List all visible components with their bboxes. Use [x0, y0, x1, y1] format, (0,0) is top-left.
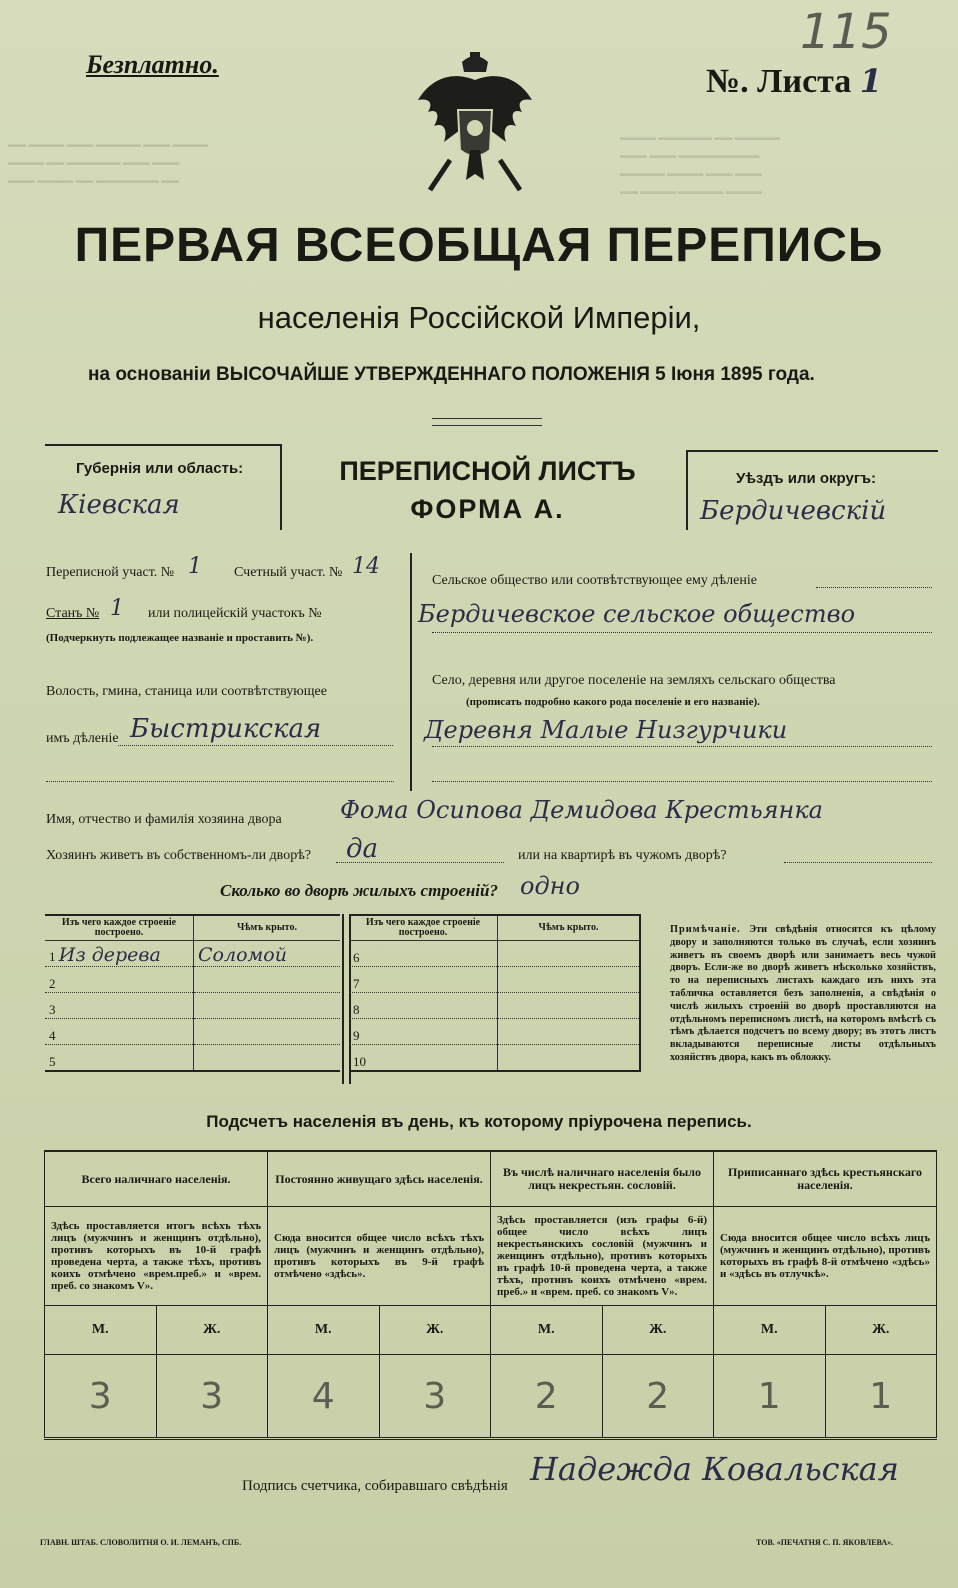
stan-label: Станъ № [46, 606, 100, 621]
sheet-number [706, 62, 882, 101]
volost-value: Быстрикская [130, 714, 322, 744]
building-row: 7 [349, 967, 640, 993]
owner-name-label: Имя, отчество и фамилія хозяина двора [46, 812, 282, 827]
registered-male-count: 1 [714, 1355, 826, 1439]
col-roof-header: Чѣмъ крыто. [194, 915, 341, 941]
census-section-value: 1 [188, 554, 202, 579]
building-row: 6 [349, 941, 640, 967]
printer-left: ГЛАВН. ШТАБ. СЛОВОЛИТНЯ О. И. ЛЕМАНЪ, СПБ. [40, 1538, 242, 1547]
female-header: Ж. [602, 1306, 714, 1355]
group-non-peasant-title: Въ числѣ наличнаго населенія было лицъ некрестьян. сословій. [491, 1151, 714, 1207]
fill-line [46, 781, 394, 782]
rural-society-label: Сельское общество или соотвѣтствующее ему дѣленіе [432, 573, 757, 588]
group-permanent-desc: Сюда вносится общее число всѣхъ тѣхъ лицъ (мужчинъ и женщинъ отдѣльно), противъ которыхъ въ 9-й графѣ отмѣчено «здѣсь». [268, 1207, 491, 1306]
police-label: или полицейскій участокъ № [148, 606, 322, 621]
census-section-label: Переписной участ. № [46, 565, 175, 580]
rule [45, 444, 281, 446]
ornament-divider [432, 418, 542, 426]
note-block [670, 924, 936, 1065]
population-table [44, 1150, 937, 1440]
rule [686, 450, 688, 530]
total-female-count: 3 [156, 1355, 268, 1439]
rule [280, 444, 282, 530]
signature-label: Подпись счетчика, собиравшаго свѣдѣнія [242, 1478, 508, 1494]
note-text: Эти свѣдѣнія относятся къ цѣлому двору и заполняются только въ случаѣ, если хозяинъ живетъ въ своемъ дворѣ или занимаетъ весь чужой дворъ. Если-же во дворѣ живетъ нѣсколько хозяйствъ, то на переписныхъ листахъ каждаго изъ нихъ эта табличка оставляется безъ заполненія, а свѣдѣнія о числѣ жилыхъ строеній во дворѣ проставляются на отдѣльномъ переписномъ листѣ, на которомъ вмѣстѣ съ тѣмъ дѣлается подсчетъ по всему двору; въ этотъ листъ вкладываются переписные листы отдѣльныхъ хозяйствъ двора, какъ въ обложку. [670, 924, 936, 1063]
non-peasant-male-count: 2 [491, 1355, 603, 1439]
rule [410, 553, 412, 791]
province-value: Кіевская [58, 490, 180, 520]
village-note: (прописать подробно какого рода поселеніе и его названіе). [466, 696, 760, 708]
rural-society-value: Бердичевское сельское общество [418, 600, 856, 628]
free-label: Безплатно. [86, 50, 219, 79]
buildings-count-value: одно [520, 872, 580, 900]
group-total-desc: Здѣсь проставляется итогъ всѣхъ тѣхъ лицъ (мужчинъ и женщинъ отдѣльно), противъ которыхъ въ 10-й графѣ проведена черта, а также тѣхъ, противъ коихъ отмѣчено «врем.преб.» и «врем. преб. со знакомъ V». [45, 1207, 268, 1306]
building-row: 9 [349, 1019, 640, 1045]
fill-line [432, 632, 932, 633]
double-headed-eagle-emblem [410, 50, 540, 200]
group-registered-title: Приписаннаго здѣсь крестьянскаго населенія. [714, 1151, 937, 1207]
building-row: 5 [45, 1045, 340, 1072]
archive-number: 115 [800, 4, 892, 60]
volost-label: Волость, гмина, станица или соотвѣтствующее [46, 684, 327, 699]
counting-section-value: 14 [352, 554, 380, 579]
material-value: Из дерева [58, 944, 161, 966]
col-roof-header: Чѣмъ крыто. [498, 915, 641, 941]
form-title: ПЕРЕПИСНОЙ ЛИСТЪ [339, 456, 636, 486]
stan-value: 1 [110, 596, 124, 621]
owner-lives-value: да [346, 834, 378, 864]
note-label: Примѣчаніе. [670, 924, 741, 935]
building-row: 3 [45, 993, 340, 1019]
building-row: 8 [349, 993, 640, 1019]
building-row: 2 [45, 967, 340, 993]
fill-line [118, 745, 393, 746]
male-header: М. [45, 1306, 157, 1355]
roof-value: Соломой [198, 944, 287, 966]
bleed-through-left: ▬▬ ▬▬▬▬ ▬▬▬ ▬▬▬▬▬ ▬▬▬ ▬▬▬▬ ▬▬▬▬ ▬▬ ▬▬▬▬▬▬ ▬▬▬ ▬▬▬ ▬▬▬ ▬▬▬▬ ▬▬ ▬▬▬▬▬▬▬ ▬▬ [8, 139, 209, 185]
fill-line [432, 781, 932, 782]
fill-line [432, 746, 932, 747]
non-peasant-female-count: 2 [602, 1355, 714, 1439]
building-row: 1 Из дерева Соломой [45, 941, 340, 967]
group-permanent-title: Постоянно живущаго здѣсь населенія. [268, 1151, 491, 1207]
underline-note: (Подчеркнуть подлежащее названіе и проставить №). [46, 632, 314, 644]
group-registered-desc: Сюда вносится общее число всѣхъ лицъ (мужчинъ и женщинъ отдѣльно), противъ которыхъ въ графѣ 8-й отмѣчено «здѣсь» и «здѣсь въ отлучкѣ». [714, 1207, 937, 1306]
female-header: Ж. [156, 1306, 268, 1355]
district-value: Бердичевскій [700, 496, 887, 526]
province-label: Губернія или область: [76, 460, 244, 477]
building-row: 10 [349, 1045, 640, 1072]
form-subtitle: ФОРМА А. [410, 494, 565, 524]
fill-line [784, 862, 932, 863]
district-label: Уѣздъ или округъ: [736, 470, 877, 487]
fill-line [336, 862, 504, 863]
owner-name-value: Фома Осипова Демидова Крестьянка [340, 796, 823, 824]
col-material-header: Изъ чего каждое строеніе построено. [349, 915, 498, 941]
buildings-table-right [349, 914, 641, 1072]
registered-female-count: 1 [825, 1355, 937, 1439]
group-total-title: Всего наличнаго населенія. [45, 1151, 268, 1207]
sheet-number-label: №. Листа [706, 63, 852, 100]
fill-line [816, 587, 932, 588]
owner-or-label: или на квартирѣ въ чужомъ дворѣ? [518, 848, 727, 863]
village-value: Деревня Малые Низгурчики [424, 716, 788, 744]
counting-section-label: Счетный участ. № [234, 565, 343, 580]
col-material-header: Изъ чего каждое строеніе построено. [45, 915, 194, 941]
bleed-through-right: ▬▬▬▬ ▬▬▬▬▬▬ ▬▬ ▬▬▬▬▬ ▬▬▬ ▬▬▬ ▬▬▬▬▬▬▬▬▬ ▬▬▬▬▬ ▬▬▬▬ ▬▬▬ ▬▬▬ ▬▬ ▬▬▬▬ ▬▬▬▬▬ ▬▬▬▬ [620, 132, 780, 196]
male-header: М. [714, 1306, 826, 1355]
male-header: М. [268, 1306, 380, 1355]
total-male-count: 3 [45, 1355, 157, 1439]
signature-value: Надежда Ковальская [530, 1450, 899, 1488]
buildings-table-left [45, 914, 340, 1072]
buildings-count-label: Сколько во дворѣ жилыхъ строеній? [220, 881, 498, 900]
female-header: Ж. [379, 1306, 491, 1355]
rule [686, 450, 938, 452]
sheet-number-value: 1 [859, 62, 883, 100]
village-label: Село, деревня или другое поселеніе на земляхъ сельскаго общества [432, 673, 836, 688]
volost-label-2: имъ дѣленіе [46, 731, 119, 746]
owner-lives-label: Хозяинъ живетъ въ собственномъ-ли дворѣ? [46, 848, 312, 863]
subtitle: населенія Россійской Имперіи, [257, 300, 701, 335]
printer-right: ТОВ. «ПЕЧАТНЯ С. П. ЯКОВЛЕВА». [756, 1538, 894, 1547]
main-title: ПЕРВАЯ ВСЕОБЩАЯ ПЕРЕПИСЬ [74, 219, 884, 272]
male-header: М. [491, 1306, 603, 1355]
building-row: 4 [45, 1019, 340, 1045]
population-title: Подсчетъ населенія въ день, къ которому пріурочена перепись. [206, 1112, 752, 1131]
decree-line: на основаніи ВЫСОЧАЙШЕ УТВЕРЖДЕННАГО ПОЛОЖЕНІЯ 5 Іюня 1895 года. [88, 364, 815, 385]
permanent-male-count: 4 [268, 1355, 380, 1439]
permanent-female-count: 3 [379, 1355, 491, 1439]
group-non-peasant-desc: Здѣсь проставляется (изъ графы 6-й) общее число всѣхъ лицъ некрестьянскихъ сословій (мужчинъ и женщинъ отдѣльно), противъ которыхъ въ графѣ 10-й проведена черта, а также тѣхъ, противъ коихъ отмѣчено «врем. преб.» и «врем. преб. со знакомъ V». [491, 1207, 714, 1306]
female-header: Ж. [825, 1306, 937, 1355]
